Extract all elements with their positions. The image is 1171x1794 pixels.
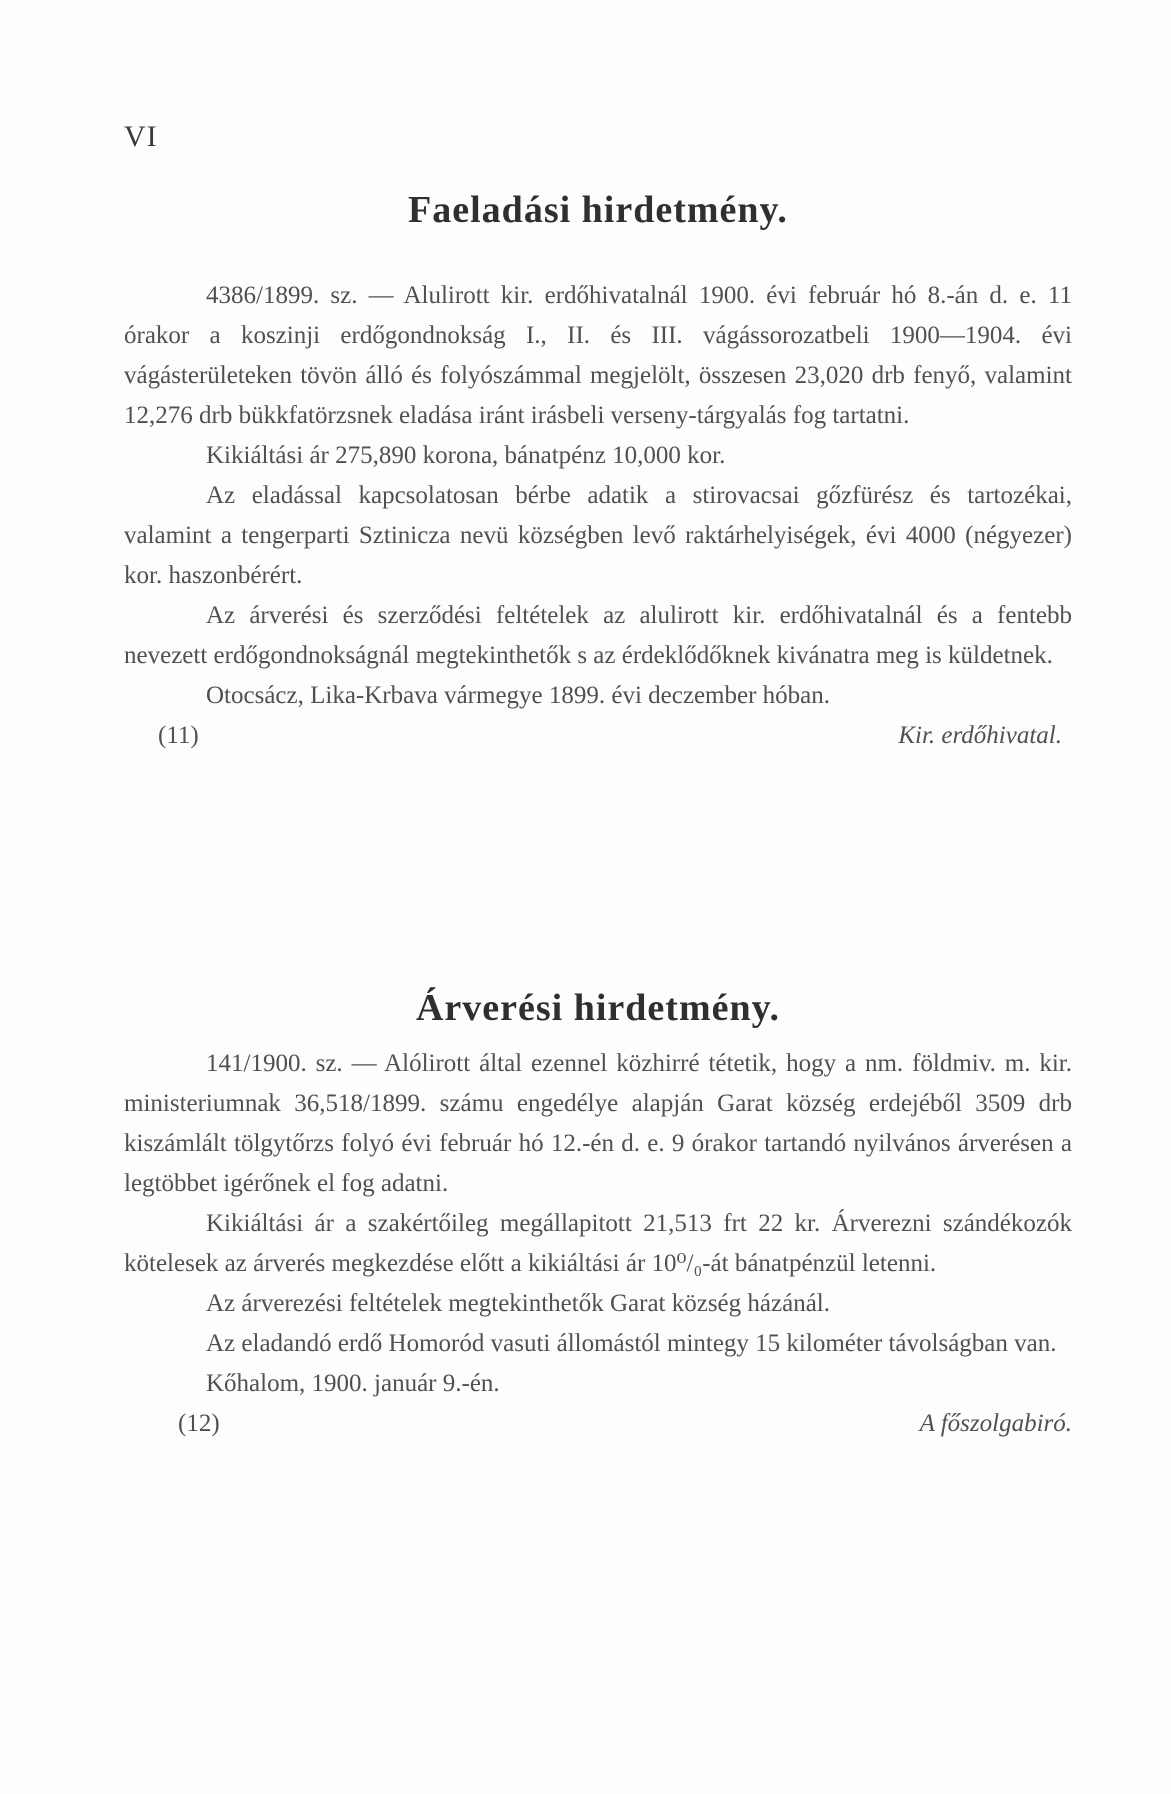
signature-row [124,1404,1072,1444]
notice-place-date: Otocsácz, Lika-Krbava vármegye 1899. évi deczember hóban. [206,682,831,709]
notice-title: Faeladási hirdetmény. [408,189,788,231]
notice-paragraph: Kikiáltási ár a szakértőileg megállapitott 21,513 frt 22 kr. Árverezni szándékozók kötelesek az árverés megkezdése előtt a kikiáltási ár 10⁰/₀-át bánatpénzül letenni. [124,1210,1072,1277]
signature: Kir. erdőhivatal. [898,722,1062,749]
notice-paragraph: 4386/1899. sz. — Alulirott kir. erdőhivatalnál 1900. évi február hó 8.-án d. e. 11 órakor a koszinji erdőgondnokság I., II. és III. vágássorozatbeli 1900—1904. évi vágásterületeken tövön álló és folyószámmal megjelölt, összesen 23,020 drb fenyő, valamint 12,276 drb bükkfatörzsnek eladása iránt irásbeli verseny-tárgyalás fog tartatni. [124,282,1072,429]
notice-wood-sale [124,188,1072,756]
notice-paragraph: Az árverezési feltételek megtekinthetők Garat község házánál. [206,1290,830,1317]
signature: A főszolgabiró. [919,1410,1072,1437]
signature-row [124,716,1072,756]
notice-paragraph: 141/1900. sz. — Alólirott által ezennel közhirré tétetik, hogy a nm. földmiv. m. kir. ministeriumnak 36,518/1899. számu engedélye alapján Garat község erdejéből 3509 drb kiszámlált tölgytőrzs folyó évi február hó 12.-én d. e. 9 órakor tartandó nyilvános árverésen a legtöbbet igérőnek el fog adatni. [124,1050,1072,1197]
notice-paragraph: Az eladandó erdő Homoród vasuti állomástól mintegy 15 kilométer távolságban van. [206,1330,1057,1357]
notice-paragraph: Kikiáltási ár 275,890 korona, bánatpénz 10,000 kor. [206,442,726,469]
notice-title: Árverési hirdetmény. [415,987,781,1029]
notice-paragraph: Az árverési és szerződési feltételek az alulirott kir. erdőhivatalnál és a fentebb nevezett erdőgondnokságnál megtekinthetők s az érdeklődőknek kivánatra meg is küldetnek. [124,602,1072,669]
notice-number: (12) [178,1410,220,1437]
page-number: VI [124,120,158,153]
notice-paragraph: Az eladással kapcsolatosan bérbe adatik a stirovacsai gőzfürész és tartozékai, valamint a tengerparti Sztinicza nevü községben levő raktárhelyiségek, évi 4000 (négyezer) kor. haszonbérért. [124,482,1072,589]
notice-auction [124,986,1072,1444]
notice-place-date: Kőhalom, 1900. január 9.-én. [206,1370,500,1397]
notice-number: (11) [158,722,199,749]
